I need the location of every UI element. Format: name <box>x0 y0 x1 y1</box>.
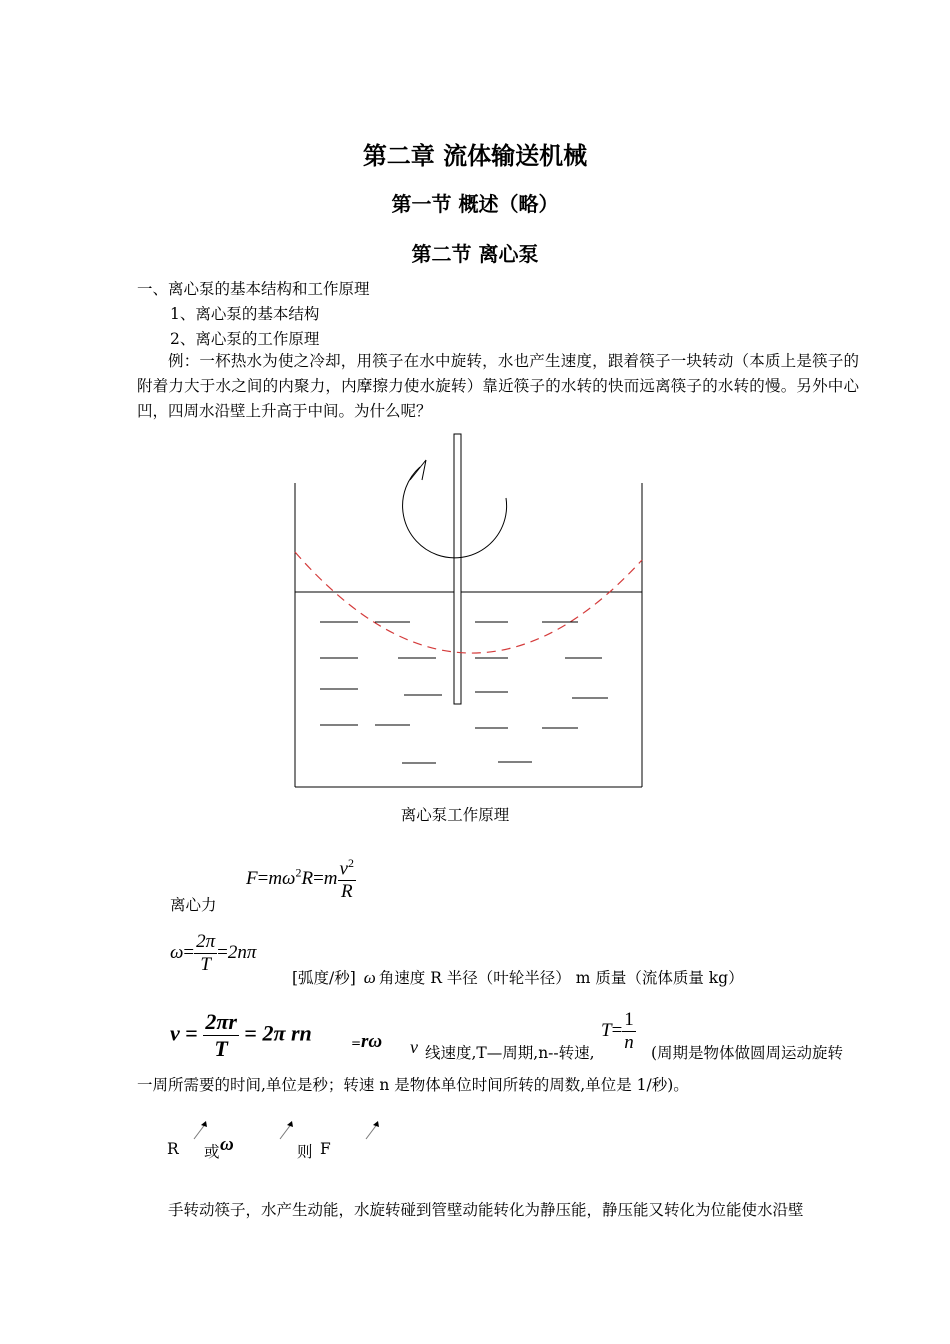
f2-den: T <box>200 954 211 975</box>
t-fraction <box>622 1009 636 1054</box>
outline-item-1: 一、离心泵的基本结构和工作原理 <box>137 280 370 298</box>
f3-v-symbol: v <box>410 1037 418 1057</box>
formula-centrifugal-force: $F=m\omega^2R=m$ $\frac{v^2}{R}$ <box>246 856 354 903</box>
f1-num-exp: 2 <box>347 856 354 870</box>
f2-omega-symbol: ω <box>363 968 376 987</box>
example-paragraph: 例：一杯热水为使之冷却，用筷子在水中旋转，水也产生速度，跟着筷子一块转动（本质上是筷子的附着力大于水之间的内聚力，内摩擦力使水旋转）靠近筷子的水转的快而远离筷子的水转的慢。另外中心凹，四周水沿壁上升高于中间。为什么呢？ <box>137 352 859 420</box>
f1-lhs: F <box>246 868 258 890</box>
f2-desc-text: 角速度 R 半径（叶轮半径） m 质量（流体质量 kg） <box>378 969 744 987</box>
f2-rhs: 2nπ <box>227 941 257 963</box>
section-title-centrifugal-pump: 第二节 离心泵 <box>411 242 539 266</box>
increase-arrow-icon <box>362 1117 386 1143</box>
period-description: (周期是物体做圆周运动旋转 <box>651 1044 844 1062</box>
formula-period: T= $\frac{1}{n}$ <box>601 1009 634 1053</box>
concave-surface-curve <box>295 552 642 653</box>
period-description-continued: 一周所需要的时间,单位是秒；转速 n 是物体单位时间所转的周数,单位是 1/秒)。 <box>137 1076 689 1094</box>
f3-den: T <box>214 1036 228 1061</box>
f3-num: 2πr <box>205 1009 237 1034</box>
relation-then: 则 <box>297 1143 313 1161</box>
chapter-title: 第二章 流体输送机械 <box>362 142 588 170</box>
t-den: n <box>624 1032 634 1053</box>
relation-or: 或 <box>204 1143 220 1161</box>
f1-num: v <box>339 858 348 880</box>
f1-fraction <box>338 856 356 903</box>
centrifugal-force-label: 离心力 <box>170 896 217 914</box>
f1-m: m <box>323 868 338 890</box>
f2-omega: ω <box>170 941 184 963</box>
centrifugal-principle-figure <box>280 430 660 792</box>
f3-rhs: 2π rn <box>262 1020 312 1046</box>
f3-fraction <box>203 1009 239 1062</box>
outline-sub-1: 1、离心泵的基本结构 <box>170 305 320 323</box>
linear-velocity-description: 线速度,T—周期,n--转速, <box>425 1044 595 1062</box>
f2-fraction <box>194 931 217 976</box>
rotation-arrowhead <box>410 460 426 480</box>
relation-r: R <box>167 1140 179 1158</box>
f3-r-omega: rω <box>361 1031 383 1052</box>
chopstick <box>454 434 461 704</box>
f1-den: R <box>340 881 353 903</box>
t-lhs: T <box>601 1019 612 1041</box>
f2-num: 2π <box>196 931 216 952</box>
t-num: 1 <box>624 1009 634 1030</box>
outline-sub-2: 2、离心泵的工作原理 <box>170 330 320 348</box>
formula-angular-velocity: ω= $\frac{2\pi}{T}$ =2nπ <box>170 931 257 975</box>
f1-exp: 2 <box>295 865 302 880</box>
section-title-overview: 第一节 概述（略） <box>391 192 559 216</box>
f3-equals: = <box>351 1036 362 1050</box>
angular-velocity-description <box>292 966 744 988</box>
f2-unit: [弧度/秒] <box>292 969 356 987</box>
figure-caption: 离心泵工作原理 <box>400 806 510 824</box>
formula-linear-velocity: v = $\frac{2\pi r}{T}$ = 2π rn <box>170 1009 312 1061</box>
relation-omega: ω <box>220 1134 234 1155</box>
f1-m-omega: mω <box>268 868 296 890</box>
f3-v: v <box>170 1020 180 1046</box>
last-paragraph: 手转动筷子，水产生动能，水旋转碰到管壁动能转化为静压能，静压能又转化为位能使水沿壁 <box>168 1201 804 1219</box>
water-dashes <box>320 592 608 763</box>
relation-f: F <box>320 1140 331 1158</box>
f1-r: R <box>301 868 314 890</box>
